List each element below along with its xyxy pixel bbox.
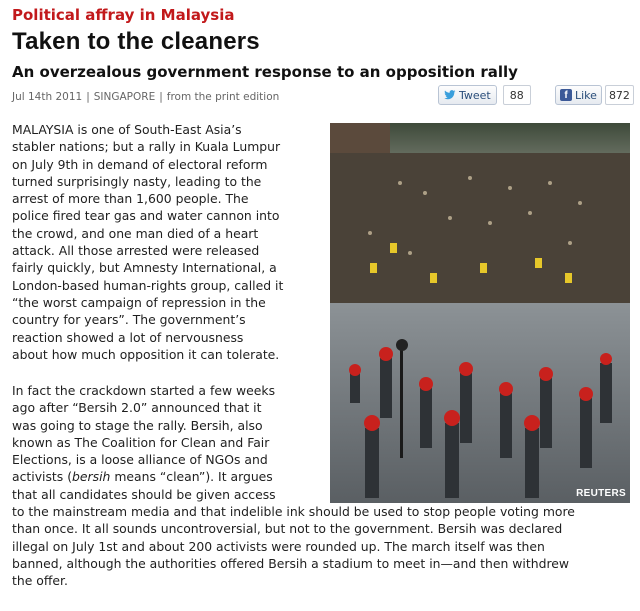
headline: Taken to the cleaners	[12, 28, 260, 55]
like-widget	[555, 85, 634, 105]
para1-line: turned surprisingly nasty, leading to the	[12, 173, 262, 189]
para2-italic: bersih	[72, 469, 111, 485]
para1-line: on July 9th in demand of electoral reform	[12, 156, 268, 172]
para1-line: stabler nations; but a rally in Kuala Lumpur	[12, 139, 281, 155]
riot-police-photo-image	[330, 123, 630, 503]
photo-credit: REUTERS	[576, 488, 626, 499]
para2-line: that all candidates should be given access	[12, 486, 276, 502]
para1-line: fairly quickly, but Amnesty International, a	[12, 260, 277, 276]
para2-activists: activists (	[12, 469, 73, 485]
para2-line: Elections, is a loose alliance of NGOs and	[12, 452, 268, 468]
para1-line: reaction showed a lot of nervousness	[12, 329, 244, 345]
edition-link[interactable]: from the print edition	[166, 91, 280, 103]
paragraph-1	[12, 121, 283, 363]
like-label: Like	[575, 88, 597, 102]
para2-line: In fact the crackdown started a few weeks	[12, 383, 276, 398]
like-count: 872	[605, 85, 634, 105]
para1-line: MALAYSIA is one of South-East Asia’s	[12, 122, 242, 137]
para2-line: banned, although the authorities offered Bersih a stadium to meet in—and then withdrew	[12, 555, 570, 571]
fly-title: Political affray in Malaysia	[12, 6, 235, 24]
para1-line: the crowd, and one man died of a heart	[12, 225, 259, 241]
para2-line: known as The Coalition for Clean and Fair	[12, 434, 270, 450]
dateline: Jul 14th 2011 | SINGAPORE | from the print edition	[12, 91, 280, 103]
para1-line: about how much opposition it can tolerate.	[12, 346, 280, 362]
tweet-button[interactable]	[438, 85, 497, 105]
article-photo	[330, 123, 630, 503]
para2-line: the offer.	[12, 573, 68, 589]
para1-line: country for years”. The government’s	[12, 312, 246, 328]
para2-line: ago after “Bersih 2.0” announced that it	[12, 400, 262, 416]
tweet-widget	[438, 85, 531, 105]
para2-after-italic: means “clean”). It argues	[110, 469, 273, 485]
twitter-bird-icon	[444, 90, 456, 100]
para1-line: police fired tear gas and water cannon into	[12, 208, 280, 224]
para1-line: London-based human-rights group, called it	[12, 277, 284, 293]
tweet-label: Tweet	[459, 88, 491, 102]
date: Jul 14th 2011	[12, 91, 83, 103]
para2-line: than once. It all sounds uncontroversial, but not to the government. Bersih was declared	[12, 521, 563, 537]
like-button[interactable]	[555, 85, 602, 105]
tweet-count: 88	[503, 85, 531, 105]
facebook-icon: f	[560, 89, 572, 101]
rubric: An overzealous government response to an opposition rally	[12, 63, 518, 81]
location: SINGAPORE	[93, 91, 156, 103]
para1-line: arrest of more than 1,600 people. The	[12, 191, 249, 207]
para2-line: was going to stage the rally. Bersih, also	[12, 417, 263, 433]
para1-line: “the worst campaign of repression in the	[12, 294, 266, 310]
para1-line: attack. All those arrested were released	[12, 243, 260, 259]
para2-line: to the mainstream media and that indelible ink should be used to stop people voting more	[12, 504, 575, 520]
para2-line: illegal on July 1st and about 200 activists were rounded up. The march itself was then	[12, 538, 545, 554]
